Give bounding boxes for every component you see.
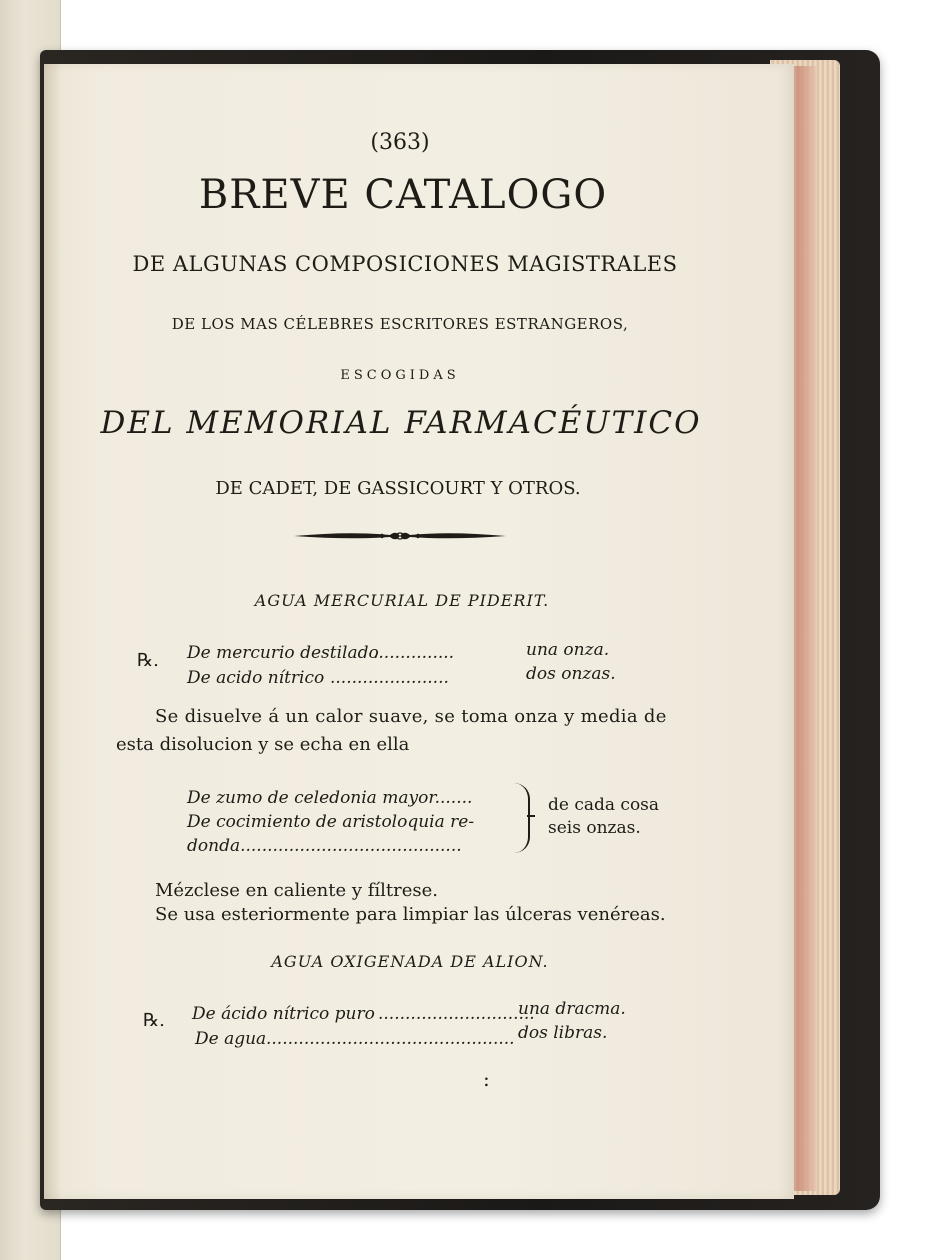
ingredient-name: De agua [195, 1029, 267, 1049]
ingredient-name: De mercurio destilado [187, 643, 379, 663]
ingredient-name: De acido nítrico [187, 668, 325, 688]
ornament-rule-icon [290, 527, 510, 545]
group-quantity: seis onzas. [548, 818, 641, 838]
page-gutter-shadow [44, 64, 62, 1199]
ingredient-leader-dots: .............................................. [266, 1029, 515, 1049]
subtitle-chosen: ESCOGIDAS [340, 368, 460, 383]
rx-symbol: ℞. [137, 650, 159, 671]
instruction-text: Se usa esteriormente para limpiar las úlceras venéreas. [155, 904, 666, 925]
ingredient-quantity: una onza. [526, 640, 610, 660]
recipe-1-title: AGUA MERCURIAL DE PIDERIT. [254, 591, 550, 610]
page-number: (363) [370, 130, 430, 155]
instruction-text: esta disolucion y se echa en ella [116, 734, 410, 755]
group-quantity: de cada cosa [548, 795, 660, 815]
instruction-text: Mézclese en caliente y fíltrese. [155, 880, 438, 901]
subtitle-writers: DE LOS MAS CÉLEBRES ESCRITORES ESTRANGEROS, [171, 315, 629, 333]
curly-brace-icon [514, 783, 530, 853]
ingredient-name: De cocimiento de aristoloquia re- [187, 812, 475, 832]
catchword-mark: : [483, 1067, 490, 1091]
ingredient-name: donda......................................... [187, 836, 462, 856]
source-authors: DE CADET, DE GASSICOURT Y OTROS. [215, 478, 581, 499]
source-title: DEL MEMORIAL FARMACÉUTICO [100, 405, 702, 441]
rx-symbol: ℞. [143, 1010, 165, 1031]
ingredient-leader-dots: ............................. [378, 1004, 535, 1024]
ingredient-name: De ácido nítrico puro [192, 1004, 375, 1024]
ingredient-quantity: dos onzas. [526, 664, 616, 684]
ingredient-leader-dots: ............... [373, 643, 455, 663]
instruction-text: Se disuelve á un calor suave, se toma onza y media de [155, 706, 667, 727]
recipe-2-title: AGUA OXIGENADA DE ALION. [271, 952, 549, 971]
ingredient-quantity: dos libras. [518, 1023, 608, 1043]
page-title: BREVE CATALOGO [198, 172, 608, 218]
ingredient-name: De zumo de celedonia mayor....... [187, 788, 473, 808]
ingredient-leader-dots: ...................... [330, 668, 449, 688]
ingredient-quantity: una dracma. [518, 999, 626, 1019]
curly-brace-tip [527, 815, 535, 817]
subtitle-compositions: DE ALGUNAS COMPOSICIONES MAGISTRALES [132, 252, 678, 276]
